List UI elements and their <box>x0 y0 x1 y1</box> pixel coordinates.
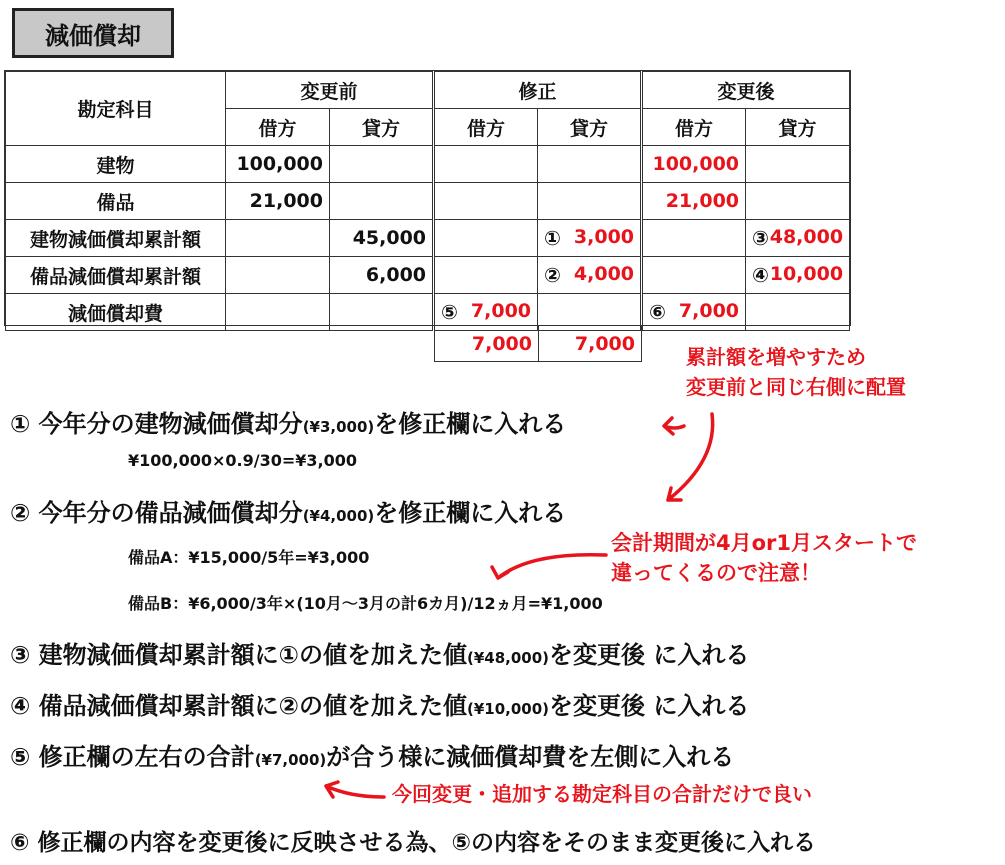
marker-2: ② <box>544 263 561 287</box>
step-2-calc-b: 備品B：¥6,000/3年×(10月～3月の計6カ月)/12ヵ月=¥1,000 <box>128 594 603 613</box>
header-adjust: 修正 <box>434 72 642 109</box>
note-total: 今回変更・追加する勘定科目の合計だけで良い <box>392 782 812 806</box>
arrow-icon <box>664 418 684 434</box>
total-debit: 7,000 <box>471 333 532 355</box>
step-1: ① 今年分の建物減価償却分(¥3,000)を修正欄に入れる <box>10 410 567 438</box>
step-5: ⑤ 修正欄の左右の合計(¥7,000)が合う様に減価償却費を左側に入れる <box>10 743 735 771</box>
step-3: ③ 建物減価償却累計額に①の値を加えた値(¥48,000)を変更後 に入れる <box>10 641 750 669</box>
table-row: 備品減価償却累計額 6,000 ② 4,000 ④ 10,000 <box>6 257 850 294</box>
header-before: 変更前 <box>226 72 434 109</box>
marker-5: ⑤ <box>441 300 458 324</box>
arrow-icon <box>492 555 606 578</box>
page-title: 減価償却 <box>12 8 174 58</box>
step-2: ② 今年分の備品減価償却分(¥4,000)を修正欄に入れる <box>10 499 567 527</box>
marker-3: ③ <box>752 226 769 250</box>
arrow-icon <box>326 782 384 797</box>
total-credit: 7,000 <box>538 325 641 361</box>
marker-6: ⑥ <box>649 300 666 324</box>
table-row: 建物 100,000 100,000 <box>6 146 850 183</box>
step-1-calc: ¥100,000×0.9/30=¥3,000 <box>128 451 358 470</box>
header-account: 勘定科目 <box>6 72 226 146</box>
note-accumulated: 累計額を増やすため 変更前と同じ右側に配置 <box>686 345 906 399</box>
table-row: 減価償却費 ⑤ 7,000 ⑥ 7,000 <box>6 294 850 331</box>
header-debit: 借方 <box>226 109 330 146</box>
header-after: 変更後 <box>642 72 850 109</box>
marker-4: ④ <box>752 263 769 287</box>
table-row: 備品 21,000 21,000 <box>6 183 850 220</box>
table-row: 建物減価償却累計額 45,000 ① 3,000 ③ 48,000 <box>6 220 850 257</box>
step-4: ④ 備品減価償却累計額に②の値を加えた値(¥10,000)を変更後 に入れる <box>10 692 750 720</box>
header-debit: 借方 <box>642 109 746 146</box>
header-credit: 貸方 <box>330 109 434 146</box>
header-credit: 貸方 <box>746 109 850 146</box>
step-2-calc-a: 備品A：¥15,000/5年=¥3,000 <box>128 548 370 567</box>
step-6: ⑥ 修正欄の内容を変更後に反映させる為、⑤の内容をそのまま変更後に入れる <box>10 830 816 856</box>
header-credit: 貸方 <box>538 109 642 146</box>
note-period: 会計期間が4月or1月スタートで 違ってくるので注意！ <box>611 531 918 585</box>
marker-1: ① <box>544 226 561 250</box>
header-debit: 借方 <box>434 109 538 146</box>
